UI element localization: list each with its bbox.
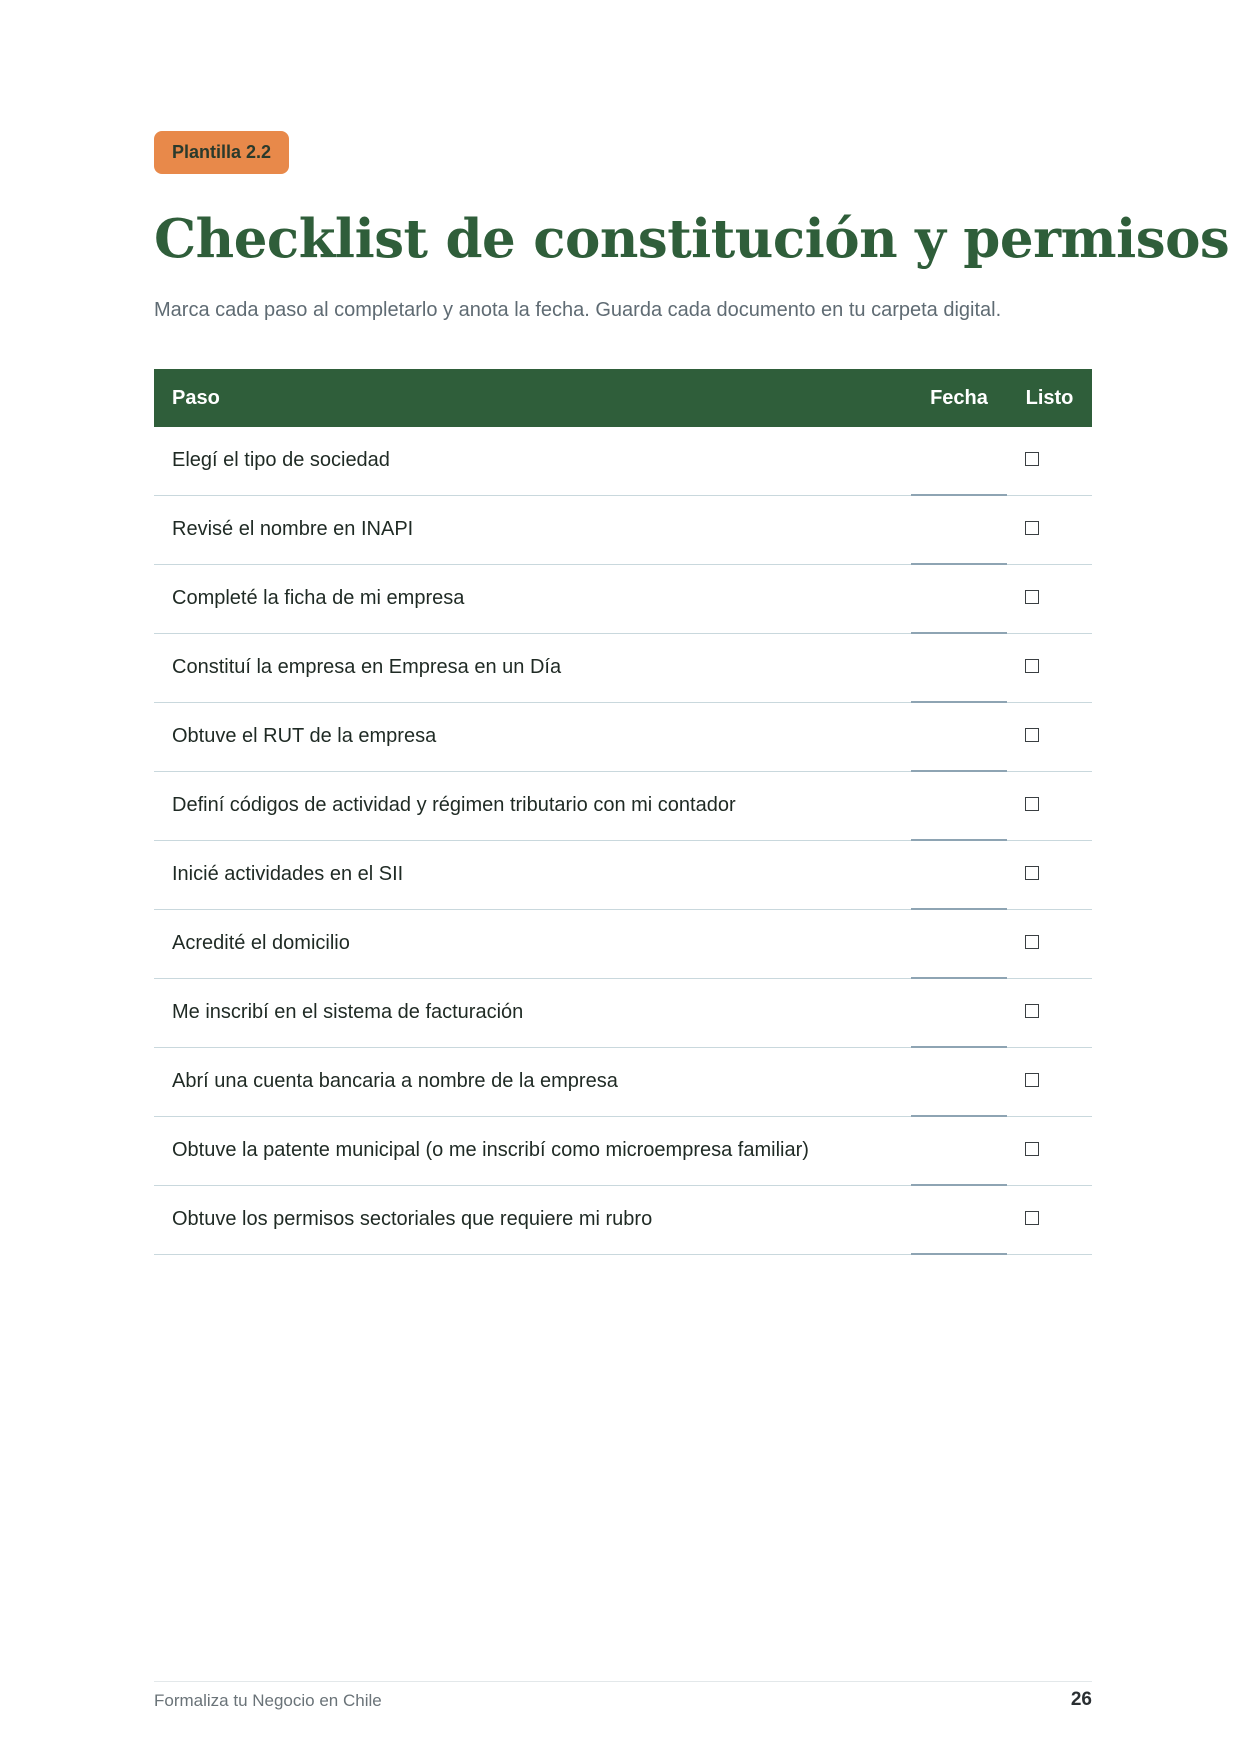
- checklist-row: [154, 702, 1092, 771]
- column-header-fecha: Fecha: [911, 369, 1007, 427]
- step-label: Obtuve el RUT de la empresa: [154, 702, 911, 771]
- step-label: Obtuve los permisos sectoriales que requiere mi rubro: [154, 1185, 911, 1254]
- checklist-row: [154, 564, 1092, 633]
- done-checkbox[interactable]: [1025, 866, 1039, 880]
- step-label: Definí códigos de actividad y régimen tributario con mi contador: [154, 771, 911, 840]
- checklist-row: [154, 1047, 1092, 1116]
- date-field[interactable]: [911, 978, 1007, 1047]
- done-cell: [1007, 427, 1092, 495]
- date-field[interactable]: [911, 564, 1007, 633]
- done-checkbox[interactable]: [1025, 1073, 1039, 1087]
- done-checkbox[interactable]: [1025, 1004, 1039, 1018]
- checklist-row: [154, 633, 1092, 702]
- footer-book-title: Formaliza tu Negocio en Chile: [154, 1691, 382, 1710]
- column-header-listo: Listo: [1007, 369, 1092, 427]
- footer-divider: [154, 1681, 1092, 1682]
- done-checkbox[interactable]: [1025, 797, 1039, 811]
- document-page: [154, 0, 1230, 1754]
- header-row: [154, 369, 1092, 427]
- done-checkbox[interactable]: [1025, 1142, 1039, 1156]
- page-title: Checklist de constitución y permisos: [154, 208, 1230, 270]
- step-label: Obtuve la patente municipal (o me inscribí como microempresa familiar): [154, 1116, 911, 1185]
- checklist-table: [154, 369, 1092, 1255]
- checklist-row: [154, 1185, 1092, 1254]
- date-field[interactable]: [911, 1116, 1007, 1185]
- done-cell: [1007, 1047, 1092, 1116]
- step-label: Inicié actividades en el SII: [154, 840, 911, 909]
- done-checkbox[interactable]: [1025, 728, 1039, 742]
- checklist-row: [154, 840, 1092, 909]
- checklist-row: [154, 909, 1092, 978]
- done-checkbox[interactable]: [1025, 590, 1039, 604]
- done-cell: [1007, 771, 1092, 840]
- date-field[interactable]: [911, 771, 1007, 840]
- checklist-row: [154, 1116, 1092, 1185]
- checklist-row: [154, 427, 1092, 495]
- checklist-header: [154, 369, 1092, 427]
- date-field[interactable]: [911, 702, 1007, 771]
- done-cell: [1007, 1116, 1092, 1185]
- done-checkbox[interactable]: [1025, 935, 1039, 949]
- done-checkbox[interactable]: [1025, 659, 1039, 673]
- done-cell: [1007, 702, 1092, 771]
- checklist-body: [154, 427, 1092, 1254]
- date-field[interactable]: [911, 1185, 1007, 1254]
- date-field[interactable]: [911, 633, 1007, 702]
- step-label: Elegí el tipo de sociedad: [154, 427, 911, 495]
- done-checkbox[interactable]: [1025, 452, 1039, 466]
- date-field[interactable]: [911, 1047, 1007, 1116]
- done-checkbox[interactable]: [1025, 1211, 1039, 1225]
- done-cell: [1007, 495, 1092, 564]
- column-header-paso: Paso: [154, 369, 911, 427]
- template-badge: Plantilla 2.2: [154, 131, 289, 174]
- step-label: Revisé el nombre en INAPI: [154, 495, 911, 564]
- step-label: Constituí la empresa en Empresa en un Día: [154, 633, 911, 702]
- done-cell: [1007, 564, 1092, 633]
- done-cell: [1007, 1185, 1092, 1254]
- done-cell: [1007, 909, 1092, 978]
- date-field[interactable]: [911, 840, 1007, 909]
- step-label: Completé la ficha de mi empresa: [154, 564, 911, 633]
- date-field[interactable]: [911, 495, 1007, 564]
- checklist-row: [154, 771, 1092, 840]
- checklist-row: [154, 978, 1092, 1047]
- done-cell: [1007, 633, 1092, 702]
- done-cell: [1007, 978, 1092, 1047]
- checklist-row: [154, 495, 1092, 564]
- done-cell: [1007, 840, 1092, 909]
- done-checkbox[interactable]: [1025, 521, 1039, 535]
- page-number: 26: [1070, 1689, 1092, 1710]
- date-field[interactable]: [911, 427, 1007, 495]
- step-label: Me inscribí en el sistema de facturación: [154, 978, 911, 1047]
- date-field[interactable]: [911, 909, 1007, 978]
- step-label: Abrí una cuenta bancaria a nombre de la empresa: [154, 1047, 911, 1116]
- step-label: Acredité el domicilio: [154, 909, 911, 978]
- page-subtitle: Marca cada paso al completarlo y anota la fecha. Guarda cada documento en tu carpeta digital.: [154, 299, 1002, 321]
